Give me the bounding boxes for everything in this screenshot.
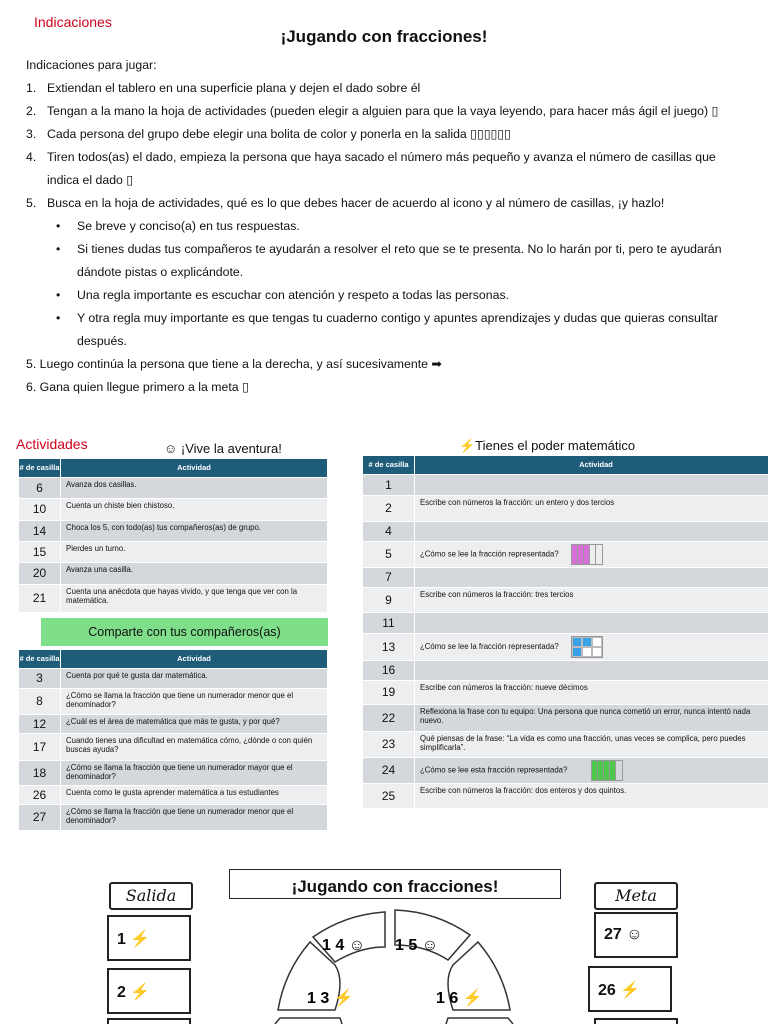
bullet-text: Una regla importante es escuchar con atención y respeto a todas las personas.: [77, 288, 510, 302]
activity-text: Escribe con números la fracción: tres tercios: [420, 590, 574, 599]
casilla-number: 16: [363, 661, 415, 681]
table-row: [363, 661, 768, 681]
wedge-label: 1 6 ⚡: [436, 990, 483, 1007]
casilla-number: 26: [19, 786, 61, 805]
activity-text: Avanza dos casillas.: [66, 480, 137, 489]
activity-cell: [61, 563, 328, 585]
col-actividad: Actividad: [61, 459, 328, 478]
step-number: 3.: [26, 127, 37, 141]
final-step: 6. Gana quien llegue primero a la meta ▯: [26, 380, 249, 394]
bullet-dot: •: [56, 288, 61, 302]
casilla-number: 25: [363, 784, 415, 809]
table-row: [363, 681, 768, 705]
fraction-grid-visual: [571, 636, 603, 658]
meta-sign: Meta: [594, 882, 678, 910]
table-row: [363, 475, 768, 496]
activity-text: Cuenta como le gusta aprender matemática a tus estudiantes: [66, 788, 279, 797]
casilla-number: 18: [19, 761, 61, 786]
bullet-dot: •: [56, 219, 61, 233]
board-square: 26 ⚡: [588, 966, 672, 1012]
activity-text: ¿Cómo se llama la fracción que tiene un numerador mayor que el denominador?: [66, 763, 293, 781]
instructions: [26, 54, 726, 399]
step-number: 4.: [26, 150, 37, 164]
table-row: [363, 613, 768, 634]
actividades-label: Actividades: [16, 436, 88, 452]
instructions-intro: Indicaciones para jugar:: [26, 58, 157, 72]
activity-text: Cuenta una anécdota que hayas vivido, y que tenga que ver con la matemática.: [66, 587, 298, 605]
casilla-number: 3: [19, 669, 61, 689]
poder-table: [362, 455, 768, 809]
table-row: [363, 542, 768, 568]
table-row: [363, 568, 768, 588]
activity-text: Cuenta un chiste bien chistoso.: [66, 501, 175, 510]
activity-text: Pierdes un turno.: [66, 544, 126, 553]
casilla-number: 2: [363, 496, 415, 522]
rule-bullet: [56, 215, 726, 238]
activity-text: Qué piensas de la frase: “La vida es como una fracción, unas veces se complica, pero puedes simplificarla”.: [420, 734, 746, 752]
activity-cell: [415, 475, 768, 496]
activity-cell: [415, 588, 768, 613]
col-actividad: Actividad: [61, 650, 328, 669]
table-row: [19, 761, 328, 786]
wedge-label: 1 4 ☺: [322, 937, 366, 954]
activity-cell: [415, 661, 768, 681]
rule-bullet: [56, 238, 726, 284]
activity-cell: [61, 734, 328, 761]
casilla-number: 8: [19, 689, 61, 715]
table-row: [363, 588, 768, 613]
activity-cell: [415, 634, 768, 661]
table-row: [19, 585, 328, 613]
bullet-text: Si tienes dudas tus compañeros te ayudarán a resolver el reto que se te presenta. No lo harán por ti, pero te ayudarán dándote pistas o explicándote.: [77, 242, 722, 279]
comparte-title: Comparte con tus compañeros(as): [41, 618, 328, 646]
step-text: Cada persona del grupo debe elegir una bolita de color y ponerla en la salida ▯▯▯▯▯▯: [47, 127, 511, 141]
activity-text: Reflexiona la frase con tu equipo: Una persona que nunca cometió un error, nunca intentó nada nuevo.: [420, 707, 751, 725]
casilla-number: 13: [363, 634, 415, 661]
board-square: 2 ⚡: [107, 968, 191, 1014]
step-number: 1.: [26, 81, 37, 95]
casilla-number: 19: [363, 681, 415, 705]
activity-cell: [415, 542, 768, 568]
activity-text: ¿Cómo se llama la fracción que tiene un numerador menor que el denominador?: [66, 807, 294, 825]
instruction-step: [26, 100, 726, 123]
casilla-number: 7: [363, 568, 415, 588]
activity-cell: [61, 499, 328, 521]
activity-text: Escribe con números la fracción: un entero y dos tercios: [420, 498, 615, 507]
board-square: 27 ☺: [594, 912, 678, 958]
table-row: [19, 563, 328, 585]
activity-cell: [61, 786, 328, 805]
table-row: [363, 784, 768, 809]
casilla-number: 15: [19, 542, 61, 563]
comparte-table: [18, 649, 328, 831]
activity-text: Escribe con números la fracción: dos enteros y dos quintos.: [420, 786, 627, 795]
casilla-number: 6: [19, 478, 61, 499]
rule-bullet: [56, 307, 726, 353]
casilla-number: 21: [19, 585, 61, 613]
step-number: 5.: [26, 196, 37, 210]
activity-text: ¿Cómo se lee la fracción representada?: [420, 549, 559, 559]
activity-cell: [61, 669, 328, 689]
table-row: [363, 634, 768, 661]
bullet-text: Se breve y conciso(a) en tus respuestas.: [77, 219, 300, 233]
activity-cell: [61, 542, 328, 563]
activity-cell: [415, 732, 768, 758]
activity-cell: [61, 521, 328, 542]
activity-cell: [415, 568, 768, 588]
activity-cell: [415, 784, 768, 809]
table-row: [19, 786, 328, 805]
instruction-step: [26, 123, 726, 146]
activity-cell: [61, 478, 328, 499]
activity-cell: [415, 496, 768, 522]
casilla-number: 14: [19, 521, 61, 542]
table-row: [363, 496, 768, 522]
step-text: Tiren todos(as) el dado, empieza la persona que haya sacado el número más pequeño y avanza el número de casillas que indica el dado ▯: [47, 150, 716, 187]
board-wheel: [260, 900, 530, 1024]
casilla-number: 22: [363, 705, 415, 732]
casilla-number: 10: [19, 499, 61, 521]
activity-cell: [61, 689, 328, 715]
activity-text: Choca los 5, con todo(as) tus compañeros(as) de grupo.: [66, 523, 262, 532]
table-row: [19, 521, 328, 542]
fraction-bar-visual: [571, 544, 603, 565]
instruction-step: [26, 146, 726, 192]
rule-bullet: [56, 284, 726, 307]
casilla-number: 27: [19, 805, 61, 831]
casilla-number: 5: [363, 542, 415, 568]
wedge-label: 1 3 ⚡: [307, 990, 354, 1007]
table-row: [363, 732, 768, 758]
instruction-step: [26, 77, 726, 100]
bullet-text: Y otra regla muy importante es que tengas tu cuaderno contigo y apuntes aprendizajes y dudas que quieras consultar después.: [77, 311, 718, 348]
step-text: Busca en la hoja de actividades, qué es lo que debes hacer de acuerdo al icono y al número de casillas, ¡y hazlo!: [47, 196, 665, 210]
casilla-number: 24: [363, 758, 415, 784]
table-row: [19, 689, 328, 715]
board-title: ¡Jugando con fracciones!: [229, 869, 561, 899]
board-square: [594, 1018, 678, 1024]
activity-text: ¿Cómo se lee la fracción representada?: [420, 642, 559, 652]
table-row: [19, 805, 328, 831]
activity-text: Cuando tienes una dificultad en matemática cómo, ¿dónde o con quién buscas ayuda?: [66, 736, 313, 754]
table-row: [363, 758, 768, 784]
table-row: [363, 522, 768, 542]
aventura-table: [18, 458, 328, 613]
indicaciones-label: Indicaciones: [34, 14, 112, 30]
wedge-label: 1 5 ☺: [395, 937, 439, 954]
casilla-number: 9: [363, 588, 415, 613]
table-row: [19, 478, 328, 499]
activity-text: ¿Cuál es el área de matemática que más te gusta, y por qué?: [66, 717, 280, 726]
step-text: Tengan a la mano la hoja de actividades (pueden elegir a alguien para que la vaya leyendo, para hacer más ágil el juego) ▯: [47, 104, 719, 118]
casilla-number: 12: [19, 715, 61, 734]
col-num: # de casilla: [363, 456, 415, 475]
bullet-dot: •: [56, 311, 61, 325]
instruction-step: [26, 192, 726, 215]
activity-cell: [415, 705, 768, 732]
activity-cell: [415, 681, 768, 705]
salida-sign: Salida: [109, 882, 193, 910]
table-row: [19, 499, 328, 521]
bullet-dot: •: [56, 242, 61, 256]
col-num: # de casilla: [19, 650, 61, 669]
casilla-number: 1: [363, 475, 415, 496]
fraction-bar-visual: [591, 760, 623, 781]
activity-cell: [415, 522, 768, 542]
casilla-number: 17: [19, 734, 61, 761]
poder-title: ⚡Tienes el poder matemático: [459, 438, 636, 453]
table-row: [19, 542, 328, 563]
table-row: [19, 715, 328, 734]
activity-text: ¿Cómo se lee esta fracción representada?: [420, 765, 568, 775]
col-num: # de casilla: [19, 459, 61, 478]
activity-cell: [61, 585, 328, 613]
activity-text: Avanza una casilla.: [66, 565, 134, 574]
aventura-title: ☺ ¡Vive la aventura!: [164, 441, 282, 456]
casilla-number: 11: [363, 613, 415, 634]
activity-text: ¿Cómo se llama la fracción que tiene un numerador menor que el denominador?: [66, 691, 294, 709]
activity-cell: [61, 805, 328, 831]
casilla-number: 4: [363, 522, 415, 542]
board-square: 1 ⚡: [107, 915, 191, 961]
casilla-number: 20: [19, 563, 61, 585]
table-row: [19, 669, 328, 689]
activity-text: Escribe con números la fracción: nueve décimos: [420, 683, 588, 692]
casilla-number: 23: [363, 732, 415, 758]
activity-text: Cuenta por qué te gusta dar matemática.: [66, 671, 208, 680]
step-text: Extiendan el tablero en una superficie plana y dejen el dado sobre él: [47, 81, 421, 95]
activity-cell: [415, 613, 768, 634]
page-title: ¡Jugando con fracciones!: [280, 27, 488, 46]
table-row: [19, 734, 328, 761]
activity-cell: [61, 715, 328, 734]
col-actividad: Actividad: [415, 456, 768, 475]
step-number: 2.: [26, 104, 37, 118]
table-row: [363, 705, 768, 732]
activity-cell: [415, 758, 768, 784]
board-square: [107, 1018, 191, 1024]
final-step: 5. Luego continúa la persona que tiene a la derecha, y así sucesivamente ➡: [26, 357, 442, 371]
activity-cell: [61, 761, 328, 786]
